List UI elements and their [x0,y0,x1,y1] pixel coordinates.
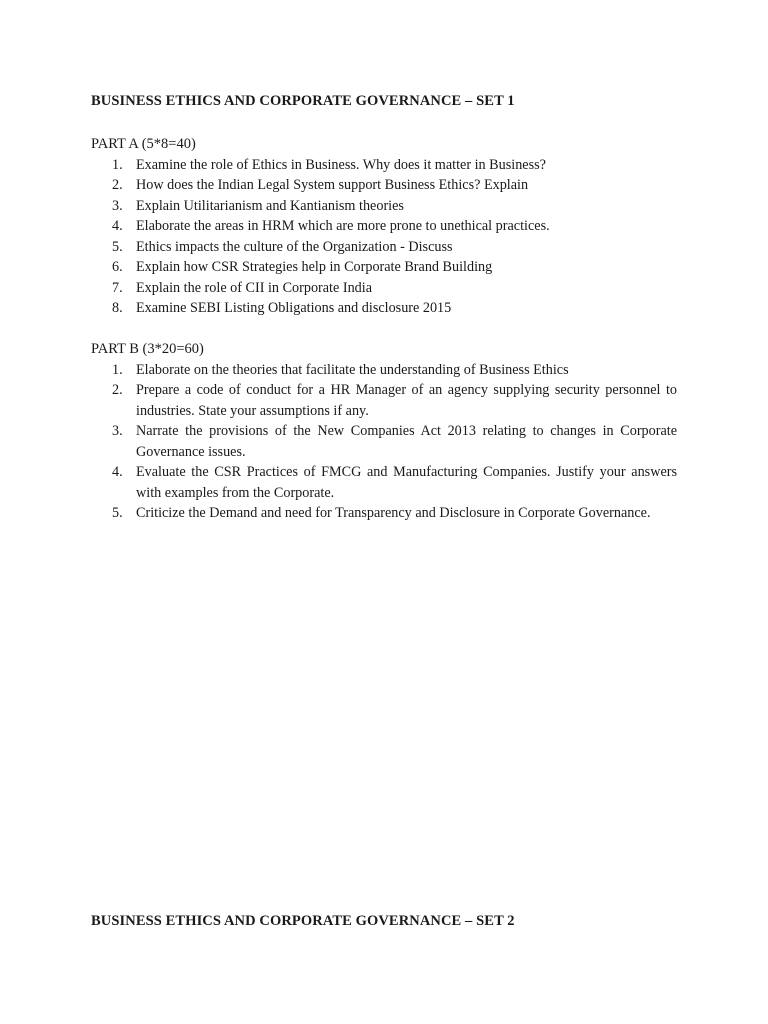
question-number: 2. [112,177,123,193]
question-item [91,155,677,176]
question-number: 7. [112,279,123,296]
question-text: Narrate the provisions of the New Companies Act 2013 relating to changes in Corporate Governance issues. [136,423,677,460]
part-b-question-list [91,360,677,524]
question-text: How does the Indian Legal System support Business Ethics? Explain [136,177,529,193]
question-text: Elaborate the areas in HRM which are more prone to unethical practices. [136,218,550,234]
question-text: Elaborate on the theories that facilitate the understanding of Business Ethics [136,361,569,378]
question-number: 3. [112,197,123,214]
question-item [91,278,677,299]
question-item [91,196,677,217]
question-number: 2. [112,382,123,398]
question-item [91,462,677,503]
question-item [91,421,677,462]
set1-title: BUSINESS ETHICS AND CORPORATE GOVERNANCE – SET 1 [91,93,515,109]
question-item [91,237,677,258]
question-number: 8. [112,300,123,316]
part-b-section [91,339,677,524]
question-text: Prepare a code of conduct for a HR Manager of an agency supplying security personnel to industries. State your assumptions if any. [136,382,677,419]
question-text: Explain how CSR Strategies help in Corporate Brand Building [136,259,493,275]
question-text: Explain Utilitarianism and Kantianism theories [136,197,404,214]
question-text: Ethics impacts the culture of the Organization - Discuss [136,238,453,255]
question-number: 5. [112,238,123,255]
question-text: Criticize the Demand and need for Transparency and Disclosure in Corporate Governance. [136,505,651,521]
question-number: 4. [112,218,123,234]
part-a-question-list [91,155,677,319]
question-text: Evaluate the CSR Practices of FMCG and Manufacturing Companies. Justify your answers with examples from the Corporate. [136,464,677,501]
question-item [91,360,677,381]
question-item [91,298,677,319]
part-a-section [91,134,677,319]
question-item [91,380,677,421]
part-b-heading: PART B (3*20=60) [91,341,204,357]
question-number: 4. [112,464,123,480]
question-item [91,503,677,524]
question-text: Explain the role of CII in Corporate India [136,279,372,296]
question-item [91,216,677,237]
question-number: 3. [112,423,123,439]
question-number: 1. [112,156,123,173]
question-number: 1. [112,361,123,378]
question-text: Examine SEBI Listing Obligations and disclosure 2015 [136,300,452,316]
question-text: Examine the role of Ethics in Business. Why does it matter in Business? [136,156,546,173]
question-number: 5. [112,505,123,521]
question-item [91,257,677,278]
part-a-heading: PART A (5*8=40) [91,136,196,152]
set2-title: BUSINESS ETHICS AND CORPORATE GOVERNANCE – SET 2 [91,913,515,929]
question-item [91,175,677,196]
question-number: 6. [112,259,123,275]
